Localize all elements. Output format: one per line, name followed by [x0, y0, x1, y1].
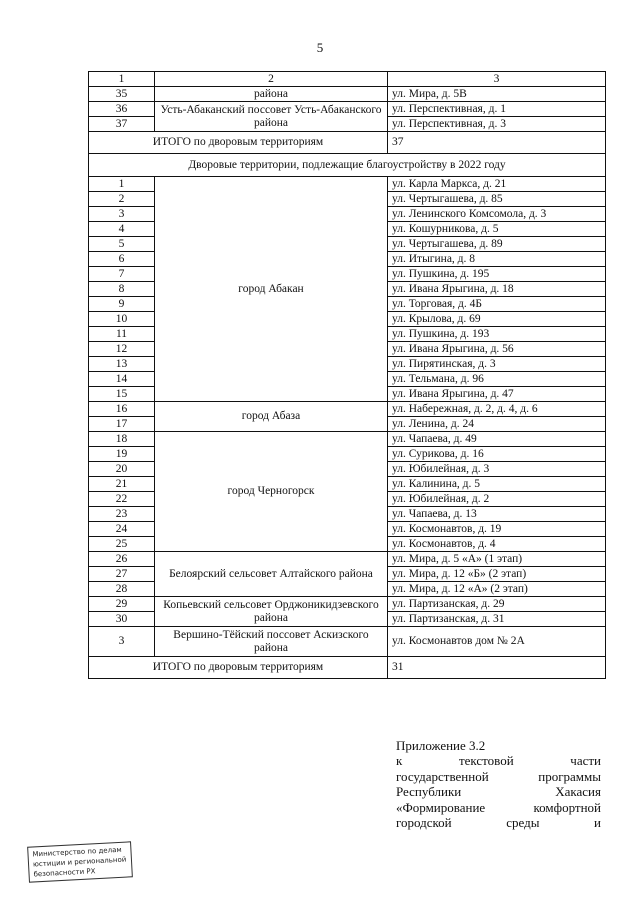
address-cell: ул. Юбилейная, д. 3 — [388, 462, 606, 477]
table-row — [89, 432, 606, 447]
address-cell: ул. Ленина, д. 24 — [388, 417, 606, 432]
table-row — [89, 552, 606, 567]
total-value: 31 — [388, 657, 606, 679]
total-label: ИТОГО по дворовым территориям — [89, 657, 388, 679]
address-cell: ул. Пушкина, д. 195 — [388, 267, 606, 282]
stamp-line: безопасности РХ — [33, 867, 96, 879]
appendix-line — [396, 800, 601, 815]
address-cell: ул. Калинина, д. 5 — [388, 477, 606, 492]
address-cell: ул. Партизанская, д. 29 — [388, 597, 606, 612]
appendix-word: и — [594, 815, 601, 831]
address-cell: ул. Торговая, д. 4Б — [388, 297, 606, 312]
row-number: 26 — [89, 552, 155, 567]
address-cell: ул. Чертыгашева, д. 85 — [388, 192, 606, 207]
section-title-row — [89, 154, 606, 177]
stamp-line: юстиции и региональной — [32, 855, 127, 869]
appendix-line — [396, 784, 601, 799]
appendix-word: Республики — [396, 784, 462, 800]
address-cell: ул. Мира, д. 12 «Б» (2 этап) — [388, 567, 606, 582]
row-number: 10 — [89, 312, 155, 327]
row-number: 9 — [89, 297, 155, 312]
row-number: 30 — [89, 612, 155, 627]
row-number: 15 — [89, 387, 155, 402]
appendix-word: городской — [396, 815, 452, 831]
table-row — [89, 87, 606, 102]
row-number: 35 — [89, 87, 155, 102]
row-number: 24 — [89, 522, 155, 537]
row-number: 37 — [89, 117, 155, 132]
row-number: 19 — [89, 447, 155, 462]
municipality-cell: Белоярский сельсовет Алтайского района — [155, 552, 388, 597]
row-number: 16 — [89, 402, 155, 417]
appendix-word: программы — [538, 768, 601, 784]
address-cell: ул. Мира, д. 5В — [388, 87, 606, 102]
address-cell: ул. Ленинского Комсомола, д. 3 — [388, 207, 606, 222]
municipality-cell: Копьевский сельсовет Орджоникидзевского района — [155, 597, 388, 627]
municipality-cell: город Черногорск — [155, 432, 388, 552]
row-number: 25 — [89, 537, 155, 552]
address-cell: ул. Пушкина, д. 193 — [388, 327, 606, 342]
table-row — [89, 402, 606, 417]
row-number: 3 — [89, 627, 155, 657]
table-row — [89, 627, 606, 657]
row-number: 28 — [89, 582, 155, 597]
appendix-word: «Формирование — [396, 799, 486, 815]
row-number: 20 — [89, 462, 155, 477]
section-title: Дворовые территории, подлежащие благоустройству в 2022 году — [89, 154, 606, 177]
address-cell: ул. Кошурникова, д. 5 — [388, 222, 606, 237]
address-cell: ул. Пирятинская, д. 3 — [388, 357, 606, 372]
address-cell: ул. Космонавтов, д. 19 — [388, 522, 606, 537]
address-cell: ул. Юбилейная, д. 2 — [388, 492, 606, 507]
table-row — [89, 597, 606, 612]
row-number: 4 — [89, 222, 155, 237]
stamp-line: Министерство по делам — [32, 845, 122, 859]
municipality-cell: Вершино-Тёйский поссовет Аскизского района — [155, 627, 388, 657]
row-number: 27 — [89, 567, 155, 582]
row-number: 29 — [89, 597, 155, 612]
header-cell-1: 1 — [89, 72, 155, 87]
row-number: 36 — [89, 102, 155, 117]
row-number: 2 — [89, 192, 155, 207]
row-number: 6 — [89, 252, 155, 267]
row-number: 22 — [89, 492, 155, 507]
header-cell-2: 2 — [155, 72, 388, 87]
address-cell: ул. Сурикова, д. 16 — [388, 447, 606, 462]
row-number: 1 — [89, 177, 155, 192]
appendix-title: Приложение 3.2 — [396, 738, 486, 753]
appendix-word: государственной — [396, 768, 489, 784]
appendix-line — [396, 769, 601, 784]
address-cell: ул. Карла Маркса, д. 21 — [388, 177, 606, 192]
address-cell: ул. Ивана Ярыгина, д. 56 — [388, 342, 606, 357]
territories-table — [88, 71, 606, 679]
appendix-word: Хакасия — [555, 784, 601, 800]
row-number: 7 — [89, 267, 155, 282]
table-row — [89, 177, 606, 192]
address-cell: ул. Космонавтов дом № 2А — [388, 627, 606, 657]
appendix-word: комфортной — [533, 799, 601, 815]
row-number: 18 — [89, 432, 155, 447]
row-number: 11 — [89, 327, 155, 342]
row-number: 5 — [89, 237, 155, 252]
row-number: 23 — [89, 507, 155, 522]
address-cell: ул. Перспективная, д. 3 — [388, 117, 606, 132]
appendix-word: части — [570, 753, 601, 769]
page-number: 5 — [316, 40, 324, 55]
header-cell-3: 3 — [388, 72, 606, 87]
appendix-word: текстовой — [458, 753, 514, 769]
address-cell: ул. Мира, д. 12 «А» (2 этап) — [388, 582, 606, 597]
municipality-cell: района — [155, 87, 388, 102]
address-cell: ул. Ивана Ярыгина, д. 47 — [388, 387, 606, 402]
address-cell: ул. Чапаева, д. 49 — [388, 432, 606, 447]
total-row — [89, 132, 606, 154]
address-cell: ул. Итыгина, д. 8 — [388, 252, 606, 267]
address-cell: ул. Тельмана, д. 96 — [388, 372, 606, 387]
row-number: 17 — [89, 417, 155, 432]
address-cell: ул. Набережная, д. 2, д. 4, д. 6 — [388, 402, 606, 417]
appendix-word: среды — [506, 815, 540, 831]
total-value: 37 — [388, 132, 606, 154]
appendix-word: к — [396, 753, 403, 769]
address-cell: ул. Чертыгашева, д. 89 — [388, 237, 606, 252]
address-cell: ул. Космонавтов, д. 4 — [388, 537, 606, 552]
address-cell: ул. Партизанская, д. 31 — [388, 612, 606, 627]
row-number: 21 — [89, 477, 155, 492]
row-number: 12 — [89, 342, 155, 357]
total-row — [89, 657, 606, 679]
municipality-cell: город Абакан — [155, 177, 388, 402]
address-cell: ул. Ивана Ярыгина, д. 18 — [388, 282, 606, 297]
address-cell: ул. Крылова, д. 69 — [388, 312, 606, 327]
municipality-cell: Усть-Абаканский поссовет Усть-Абаканского района — [155, 102, 388, 132]
total-label: ИТОГО по дворовым территориям — [89, 132, 388, 154]
appendix-note — [396, 738, 601, 830]
registration-stamp — [27, 841, 133, 882]
address-cell: ул. Мира, д. 5 «А» (1 этап) — [388, 552, 606, 567]
row-number: 13 — [89, 357, 155, 372]
row-number: 3 — [89, 207, 155, 222]
table-header-row — [89, 72, 606, 87]
address-cell: ул. Чапаева, д. 13 — [388, 507, 606, 522]
row-number: 8 — [89, 282, 155, 297]
address-cell: ул. Перспективная, д. 1 — [388, 102, 606, 117]
table-row — [89, 102, 606, 117]
municipality-cell: город Абаза — [155, 402, 388, 432]
appendix-line — [396, 815, 601, 830]
row-number: 14 — [89, 372, 155, 387]
appendix-line — [396, 753, 601, 768]
